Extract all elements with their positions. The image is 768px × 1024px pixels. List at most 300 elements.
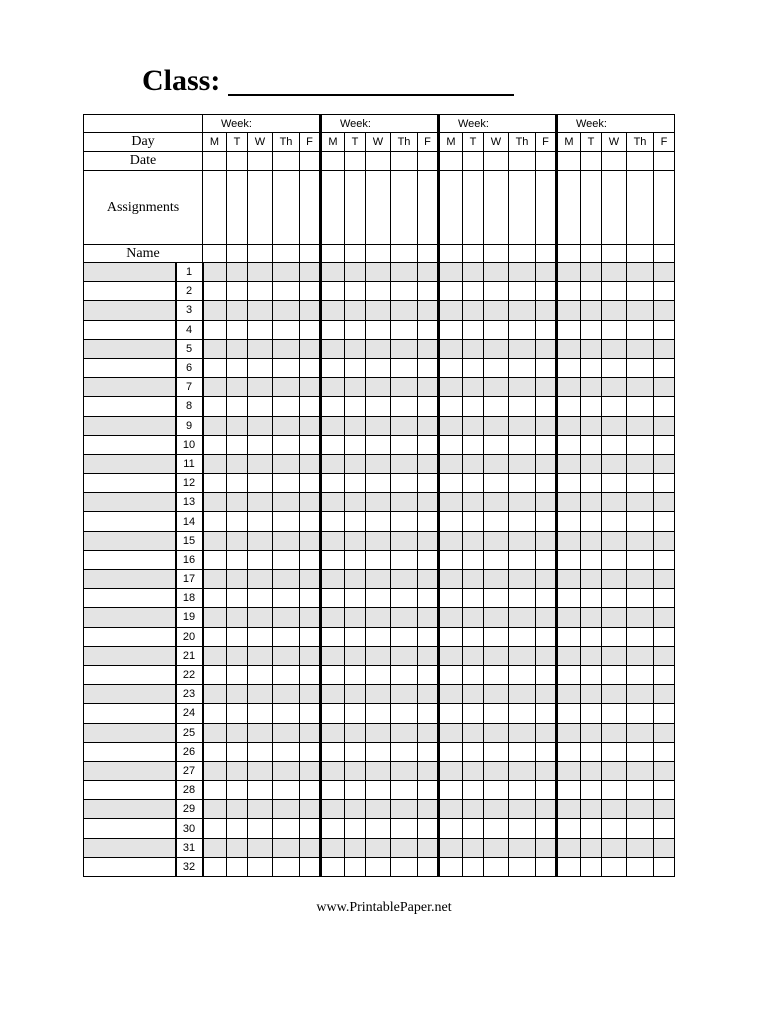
student-name-cell[interactable] [84,665,176,684]
grade-cell[interactable] [321,397,345,416]
grade-cell[interactable] [581,474,602,493]
grade-cell[interactable] [439,781,463,800]
student-name-cell[interactable] [84,531,176,550]
grade-cell[interactable] [366,397,391,416]
student-name-cell[interactable] [84,627,176,646]
grade-cell[interactable] [227,282,248,301]
grade-cell[interactable] [321,819,345,838]
grade-cell[interactable] [366,704,391,723]
grade-cell[interactable] [248,704,273,723]
student-name-cell[interactable] [84,819,176,838]
grade-cell[interactable] [273,608,300,627]
grade-cell[interactable] [321,627,345,646]
date-cell[interactable] [557,152,581,171]
grade-cell[interactable] [557,397,581,416]
grade-cell[interactable] [654,454,675,473]
grade-cell[interactable] [439,320,463,339]
grade-cell[interactable] [627,665,654,684]
grade-cell[interactable] [366,282,391,301]
student-name-cell[interactable] [84,378,176,397]
grade-cell[interactable] [418,378,439,397]
grade-cell[interactable] [321,320,345,339]
student-name-cell[interactable] [84,646,176,665]
grade-cell[interactable] [581,723,602,742]
grade-cell[interactable] [484,512,509,531]
grade-cell[interactable] [300,263,321,282]
grade-cell[interactable] [300,723,321,742]
grade-cell[interactable] [536,378,557,397]
grade-cell[interactable] [203,550,227,569]
grade-cell[interactable] [345,857,366,876]
grade-cell[interactable] [248,723,273,742]
grade-cell[interactable] [463,320,484,339]
grade-cell[interactable] [391,742,418,761]
grade-cell[interactable] [627,589,654,608]
grade-cell[interactable] [345,416,366,435]
grade-cell[interactable] [366,531,391,550]
grade-cell[interactable] [557,474,581,493]
grade-cell[interactable] [248,550,273,569]
name-header-cell[interactable] [509,245,536,263]
grade-cell[interactable] [248,819,273,838]
grade-cell[interactable] [248,339,273,358]
class-name-blank-line[interactable] [228,94,514,96]
grade-cell[interactable] [463,263,484,282]
grade-cell[interactable] [536,761,557,780]
grade-cell[interactable] [536,397,557,416]
grade-cell[interactable] [602,378,627,397]
grade-cell[interactable] [484,685,509,704]
grade-cell[interactable] [273,742,300,761]
grade-cell[interactable] [439,301,463,320]
grade-cell[interactable] [203,704,227,723]
grade-cell[interactable] [321,512,345,531]
grade-cell[interactable] [418,646,439,665]
grade-cell[interactable] [391,646,418,665]
grade-cell[interactable] [439,531,463,550]
student-name-cell[interactable] [84,493,176,512]
grade-cell[interactable] [273,531,300,550]
grade-cell[interactable] [536,435,557,454]
grade-cell[interactable] [654,800,675,819]
week-label[interactable]: Week: [439,115,557,133]
grade-cell[interactable] [273,397,300,416]
grade-cell[interactable] [345,685,366,704]
assignment-cell[interactable] [484,171,509,245]
grade-cell[interactable] [366,435,391,454]
grade-cell[interactable] [439,742,463,761]
grade-cell[interactable] [227,838,248,857]
grade-cell[interactable] [536,301,557,320]
grade-cell[interactable] [627,282,654,301]
grade-cell[interactable] [418,665,439,684]
grade-cell[interactable] [391,857,418,876]
grade-cell[interactable] [557,685,581,704]
grade-cell[interactable] [602,838,627,857]
grade-cell[interactable] [627,301,654,320]
grade-cell[interactable] [509,800,536,819]
grade-cell[interactable] [391,819,418,838]
grade-cell[interactable] [321,550,345,569]
grade-cell[interactable] [300,857,321,876]
grade-cell[interactable] [248,320,273,339]
grade-cell[interactable] [248,781,273,800]
grade-cell[interactable] [418,589,439,608]
grade-cell[interactable] [273,435,300,454]
grade-cell[interactable] [439,589,463,608]
grade-cell[interactable] [273,646,300,665]
grade-cell[interactable] [345,800,366,819]
grade-cell[interactable] [602,665,627,684]
grade-cell[interactable] [300,474,321,493]
grade-cell[interactable] [418,627,439,646]
grade-cell[interactable] [439,723,463,742]
grade-cell[interactable] [366,627,391,646]
grade-cell[interactable] [581,608,602,627]
grade-cell[interactable] [581,742,602,761]
grade-cell[interactable] [581,627,602,646]
grade-cell[interactable] [602,531,627,550]
grade-cell[interactable] [321,358,345,377]
assignment-cell[interactable] [391,171,418,245]
grade-cell[interactable] [509,474,536,493]
assignment-cell[interactable] [248,171,273,245]
grade-cell[interactable] [509,397,536,416]
grade-cell[interactable] [557,704,581,723]
grade-cell[interactable] [557,608,581,627]
grade-cell[interactable] [345,531,366,550]
grade-cell[interactable] [227,358,248,377]
name-header-cell[interactable] [300,245,321,263]
grade-cell[interactable] [654,474,675,493]
grade-cell[interactable] [509,435,536,454]
grade-cell[interactable] [627,263,654,282]
grade-cell[interactable] [536,589,557,608]
grade-cell[interactable] [602,589,627,608]
grade-cell[interactable] [418,320,439,339]
grade-cell[interactable] [345,570,366,589]
grade-cell[interactable] [273,358,300,377]
grade-cell[interactable] [391,704,418,723]
grade-cell[interactable] [418,685,439,704]
grade-cell[interactable] [627,838,654,857]
grade-cell[interactable] [509,646,536,665]
date-cell[interactable] [248,152,273,171]
grade-cell[interactable] [484,589,509,608]
grade-cell[interactable] [366,857,391,876]
grade-cell[interactable] [273,550,300,569]
grade-cell[interactable] [418,550,439,569]
student-name-cell[interactable] [84,800,176,819]
grade-cell[interactable] [654,378,675,397]
grade-cell[interactable] [345,512,366,531]
grade-cell[interactable] [366,685,391,704]
grade-cell[interactable] [557,589,581,608]
week-label[interactable]: Week: [203,115,321,133]
assignment-cell[interactable] [581,171,602,245]
grade-cell[interactable] [627,358,654,377]
student-name-cell[interactable] [84,263,176,282]
grade-cell[interactable] [300,531,321,550]
grade-cell[interactable] [227,397,248,416]
assignment-cell[interactable] [536,171,557,245]
grade-cell[interactable] [248,627,273,646]
date-cell[interactable] [627,152,654,171]
grade-cell[interactable] [203,819,227,838]
grade-cell[interactable] [439,358,463,377]
grade-cell[interactable] [509,608,536,627]
grade-cell[interactable] [248,378,273,397]
grade-cell[interactable] [627,685,654,704]
grade-cell[interactable] [654,685,675,704]
grade-cell[interactable] [418,282,439,301]
grade-cell[interactable] [463,435,484,454]
student-name-cell[interactable] [84,512,176,531]
grade-cell[interactable] [509,378,536,397]
grade-cell[interactable] [509,704,536,723]
grade-cell[interactable] [509,550,536,569]
assignment-cell[interactable] [227,171,248,245]
grade-cell[interactable] [418,704,439,723]
grade-cell[interactable] [439,378,463,397]
grade-cell[interactable] [654,358,675,377]
name-header-cell[interactable] [321,245,345,263]
grade-cell[interactable] [581,378,602,397]
grade-cell[interactable] [557,282,581,301]
grade-cell[interactable] [300,512,321,531]
grade-cell[interactable] [557,723,581,742]
grade-cell[interactable] [602,301,627,320]
grade-cell[interactable] [581,512,602,531]
grade-cell[interactable] [484,627,509,646]
grade-cell[interactable] [227,589,248,608]
grade-cell[interactable] [536,531,557,550]
grade-cell[interactable] [439,282,463,301]
grade-cell[interactable] [627,742,654,761]
assignment-cell[interactable] [654,171,675,245]
grade-cell[interactable] [418,474,439,493]
grade-cell[interactable] [391,454,418,473]
grade-cell[interactable] [273,339,300,358]
grade-cell[interactable] [627,474,654,493]
grade-cell[interactable] [654,301,675,320]
grade-cell[interactable] [627,608,654,627]
name-header-cell[interactable] [463,245,484,263]
grade-cell[interactable] [509,781,536,800]
grade-cell[interactable] [463,339,484,358]
grade-cell[interactable] [418,531,439,550]
grade-cell[interactable] [273,627,300,646]
grade-cell[interactable] [509,761,536,780]
grade-cell[interactable] [581,589,602,608]
grade-cell[interactable] [227,704,248,723]
date-cell[interactable] [602,152,627,171]
grade-cell[interactable] [203,263,227,282]
grade-cell[interactable] [581,570,602,589]
grade-cell[interactable] [654,704,675,723]
assignment-cell[interactable] [602,171,627,245]
grade-cell[interactable] [273,857,300,876]
grade-cell[interactable] [345,589,366,608]
grade-cell[interactable] [557,531,581,550]
grade-cell[interactable] [581,704,602,723]
grade-cell[interactable] [345,742,366,761]
grade-cell[interactable] [581,781,602,800]
grade-cell[interactable] [536,358,557,377]
grade-cell[interactable] [391,301,418,320]
grade-cell[interactable] [203,397,227,416]
grade-cell[interactable] [463,646,484,665]
grade-cell[interactable] [273,761,300,780]
grade-cell[interactable] [366,301,391,320]
grade-cell[interactable] [509,263,536,282]
grade-cell[interactable] [536,819,557,838]
grade-cell[interactable] [509,723,536,742]
grade-cell[interactable] [654,838,675,857]
grade-cell[interactable] [602,550,627,569]
grade-cell[interactable] [391,627,418,646]
grade-cell[interactable] [391,800,418,819]
grade-cell[interactable] [536,838,557,857]
grade-cell[interactable] [300,608,321,627]
grade-cell[interactable] [321,493,345,512]
grade-cell[interactable] [391,761,418,780]
grade-cell[interactable] [248,474,273,493]
grade-cell[interactable] [321,742,345,761]
grade-cell[interactable] [602,704,627,723]
grade-cell[interactable] [581,358,602,377]
grade-cell[interactable] [627,454,654,473]
name-header-cell[interactable] [581,245,602,263]
grade-cell[interactable] [391,397,418,416]
assignment-cell[interactable] [463,171,484,245]
grade-cell[interactable] [536,646,557,665]
grade-cell[interactable] [248,282,273,301]
grade-cell[interactable] [536,608,557,627]
grade-cell[interactable] [557,550,581,569]
grade-cell[interactable] [203,358,227,377]
grade-cell[interactable] [300,416,321,435]
grade-cell[interactable] [484,608,509,627]
grade-cell[interactable] [654,781,675,800]
assignment-cell[interactable] [345,171,366,245]
grade-cell[interactable] [227,263,248,282]
name-header-cell[interactable] [557,245,581,263]
date-cell[interactable] [509,152,536,171]
name-header-cell[interactable] [439,245,463,263]
grade-cell[interactable] [418,838,439,857]
grade-cell[interactable] [581,685,602,704]
grade-cell[interactable] [227,742,248,761]
grade-cell[interactable] [203,435,227,454]
grade-cell[interactable] [557,493,581,512]
grade-cell[interactable] [321,589,345,608]
grade-cell[interactable] [391,474,418,493]
grade-cell[interactable] [418,339,439,358]
grade-cell[interactable] [581,339,602,358]
grade-cell[interactable] [463,627,484,646]
grade-cell[interactable] [557,857,581,876]
grade-cell[interactable] [391,416,418,435]
grade-cell[interactable] [484,819,509,838]
grade-cell[interactable] [484,339,509,358]
grade-cell[interactable] [602,397,627,416]
grade-cell[interactable] [627,435,654,454]
grade-cell[interactable] [227,301,248,320]
grade-cell[interactable] [248,397,273,416]
grade-cell[interactable] [273,416,300,435]
grade-cell[interactable] [627,493,654,512]
grade-cell[interactable] [300,550,321,569]
grade-cell[interactable] [627,416,654,435]
grade-cell[interactable] [463,358,484,377]
grade-cell[interactable] [602,723,627,742]
grade-cell[interactable] [484,358,509,377]
grade-cell[interactable] [463,781,484,800]
grade-cell[interactable] [557,378,581,397]
grade-cell[interactable] [203,339,227,358]
grade-cell[interactable] [366,838,391,857]
grade-cell[interactable] [557,665,581,684]
grade-cell[interactable] [300,339,321,358]
grade-cell[interactable] [581,665,602,684]
grade-cell[interactable] [321,761,345,780]
grade-cell[interactable] [463,857,484,876]
grade-cell[interactable] [227,512,248,531]
grade-cell[interactable] [484,857,509,876]
grade-cell[interactable] [654,857,675,876]
grade-cell[interactable] [418,781,439,800]
grade-cell[interactable] [463,665,484,684]
grade-cell[interactable] [484,263,509,282]
grade-cell[interactable] [509,685,536,704]
grade-cell[interactable] [627,627,654,646]
grade-cell[interactable] [391,378,418,397]
grade-cell[interactable] [484,723,509,742]
grade-cell[interactable] [536,800,557,819]
grade-cell[interactable] [536,320,557,339]
grade-cell[interactable] [654,723,675,742]
grade-cell[interactable] [557,435,581,454]
grade-cell[interactable] [273,454,300,473]
grade-cell[interactable] [439,454,463,473]
grade-cell[interactable] [366,781,391,800]
assignment-cell[interactable] [273,171,300,245]
grade-cell[interactable] [602,493,627,512]
grade-cell[interactable] [227,339,248,358]
grade-cell[interactable] [627,378,654,397]
grade-cell[interactable] [418,570,439,589]
grade-cell[interactable] [300,742,321,761]
grade-cell[interactable] [366,742,391,761]
grade-cell[interactable] [366,800,391,819]
grade-cell[interactable] [536,493,557,512]
grade-cell[interactable] [345,608,366,627]
grade-cell[interactable] [248,608,273,627]
grade-cell[interactable] [321,416,345,435]
grade-cell[interactable] [366,263,391,282]
grade-cell[interactable] [627,781,654,800]
grade-cell[interactable] [439,493,463,512]
grade-cell[interactable] [418,416,439,435]
grade-cell[interactable] [345,550,366,569]
grade-cell[interactable] [557,263,581,282]
grade-cell[interactable] [203,857,227,876]
grade-cell[interactable] [366,723,391,742]
grade-cell[interactable] [418,397,439,416]
grade-cell[interactable] [581,531,602,550]
assignment-cell[interactable] [439,171,463,245]
